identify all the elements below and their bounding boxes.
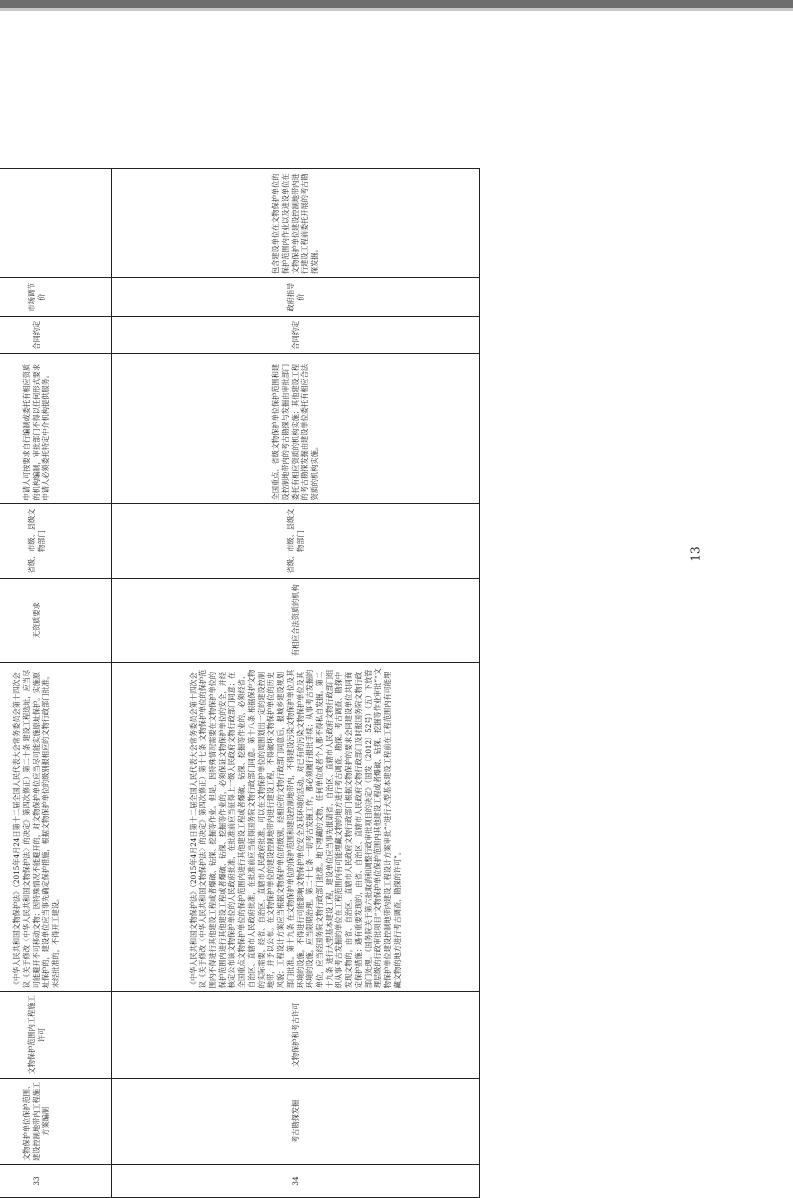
cell-fee-standard: 市场调节价 <box>0 278 112 317</box>
cell-service-time: 合同约定 <box>0 317 112 354</box>
table-row <box>112 169 480 1198</box>
cell-basis: 《中华人民共和国文物保护法》（2015年4月24日第十二届全国人民代表大会常务委员会第十四次会议《关于修改〈中华人民共和国文物保护法〉的决定》第四次修正）第十七条 文物保护单位的保护范围内不得进行其他建设工程或者爆破、钻探、挖掘等作业。但是，因特殊情况需要在文物保护单位的保护范围内进行其他建设工程或者爆破、钻探、挖掘等作业的，必须保证文物保护单位的安全，并经核定公布该文物保护单位的人民政府批准，在批准前应当征得上一级人民政府文物行政部门同意；在全国重点文物保护单位的保护范围内进行其他建设工程或者爆破、钻探、挖掘等作业的，必须经省、自治区、直辖市人民政府批准，在批准前应当征得国务院文物行政部门同意。第十八条 根据保护文物的实际需要，经省、自治区、直辖市人民政府批准，可以在文物保护单位的周围划出一定的建设控制地带，并予以公布。在文物保护单位的建设控制地带内进行建设工程，不得破坏文物保护单位的历史风貌；工程设计方案应当根据文物保护单位的级别，经相应的文物行政部门同意后，报城乡建设规划部门批准。第十九条 在文物保护单位的保护范围和建设控制地带内，不得建设污染文物保护单位及其环境的设施，不得进行可能影响文物保护单位安全及其环境的活动。对已有的污染文物保护单位及其环境的设施，应当限期治理。第二十七条 一切考古发掘工作，都必须履行报批手续；从事考古发掘的单位，应当经国务院文物行政部门批准。地下埋藏的文物，任何单位或者个人都不得私自发掘。第二十九条 进行大型基本建设工程，建设单位应当事先报请省、自治区、直辖市人民政府文物行政部门组织从事考古发掘的单位在工程范围内有可能埋藏文物的地方进行考古调查、勘探。考古调查、勘探中发现文物的，由省、自治区、直辖市人民政府文物行政部门根据文物保护的要求会同建设单位共同商定保护措施；遇有重要发现的，由省、自治区、直辖市人民政府文物行政部门及时报国务院文物行政部门处理。《国务院关于第六批取消和调整行政审批项目的决定》（国发〔2012〕52号）（五）下放管理层级的行政审批项目“文物保护单位保护范围内其他建设工程或者爆破、钻探、挖掘等作业审批”“文物保护单位建设控制地带内建设工程设计方案审批”“进行大型基本建设工程前在工程范围内有可能埋藏文物的地方进行考古调查、勘探的许可”。 <box>112 662 480 991</box>
cell-fee-standard: 政府指导价 <box>112 278 480 317</box>
cell-notes <box>0 169 112 278</box>
cell-service-name: 考古勘探发掘 <box>112 1078 480 1164</box>
cell-no: 33 <box>0 1165 112 1198</box>
cell-implementing-org: 有相应合法资质的机构 <box>112 578 480 662</box>
cell-implementing-org: 无资质要求 <box>0 578 112 662</box>
cell-approval-item: 文物保护和考古许可 <box>112 992 480 1078</box>
cell-approval-dept: 省级、市级、县级文物部门 <box>112 504 480 578</box>
scan-top-shadow <box>0 8 793 11</box>
cell-service-name: 文物保护单位保护范围、建设控制地带内工程施工方案编制 <box>0 1078 112 1164</box>
rotated-table-container <box>0 168 480 1198</box>
table-row <box>0 169 112 1198</box>
cell-no: 34 <box>112 1165 480 1198</box>
cell-notes: 包含建设单位在文物保护单位的保护范围内作业以及进设单位在文物保护单位建设控制地带内进行建设工程前委托开展的考古勘探发掘。 <box>112 169 480 278</box>
cell-basis: 《中华人民共和国文物保护法》（2015年4月24日第十二届全国人民代表大会常务委员会第十四次会议《关于修改〈中华人民共和国文物保护法〉的决定》第四次修正）第二十条 建设工程选址，应当尽可能避开不可移动文物；因特殊情况不能避开的，对文物保护单位应当尽可能实施原址保护。实施原址保护的，建设单位应当事先确定保护措施，根据文物保护单位的级别报相应的文物行政部门批准，未经批准的，不得开工建设。 <box>0 662 112 991</box>
intermediary-services-table <box>0 168 480 1198</box>
cell-approval-dept: 省级、市级、县级文物部门 <box>0 504 112 578</box>
cell-approval-item: 文物保护范围内工程施工许可 <box>0 992 112 1078</box>
page-number: 13 <box>688 546 703 562</box>
cell-requirements: 申请人可按要求自行编制或委托有相应资质的机构编制，审批部门不得以任何形式要求申请人必须委托特定中介机构提供服务。 <box>0 354 112 504</box>
scan-top-edge <box>0 0 793 8</box>
cell-service-time: 合同约定 <box>112 317 480 354</box>
cell-requirements: 全国重点、省级文物保护单位保护范围和建设控制地带内的考古勘探与发掘由审批部门委托有相应资质的机构实施；其他建设工程的考古勘探发掘由建设单位委托有相应合法资质的机构实施。 <box>112 354 480 504</box>
